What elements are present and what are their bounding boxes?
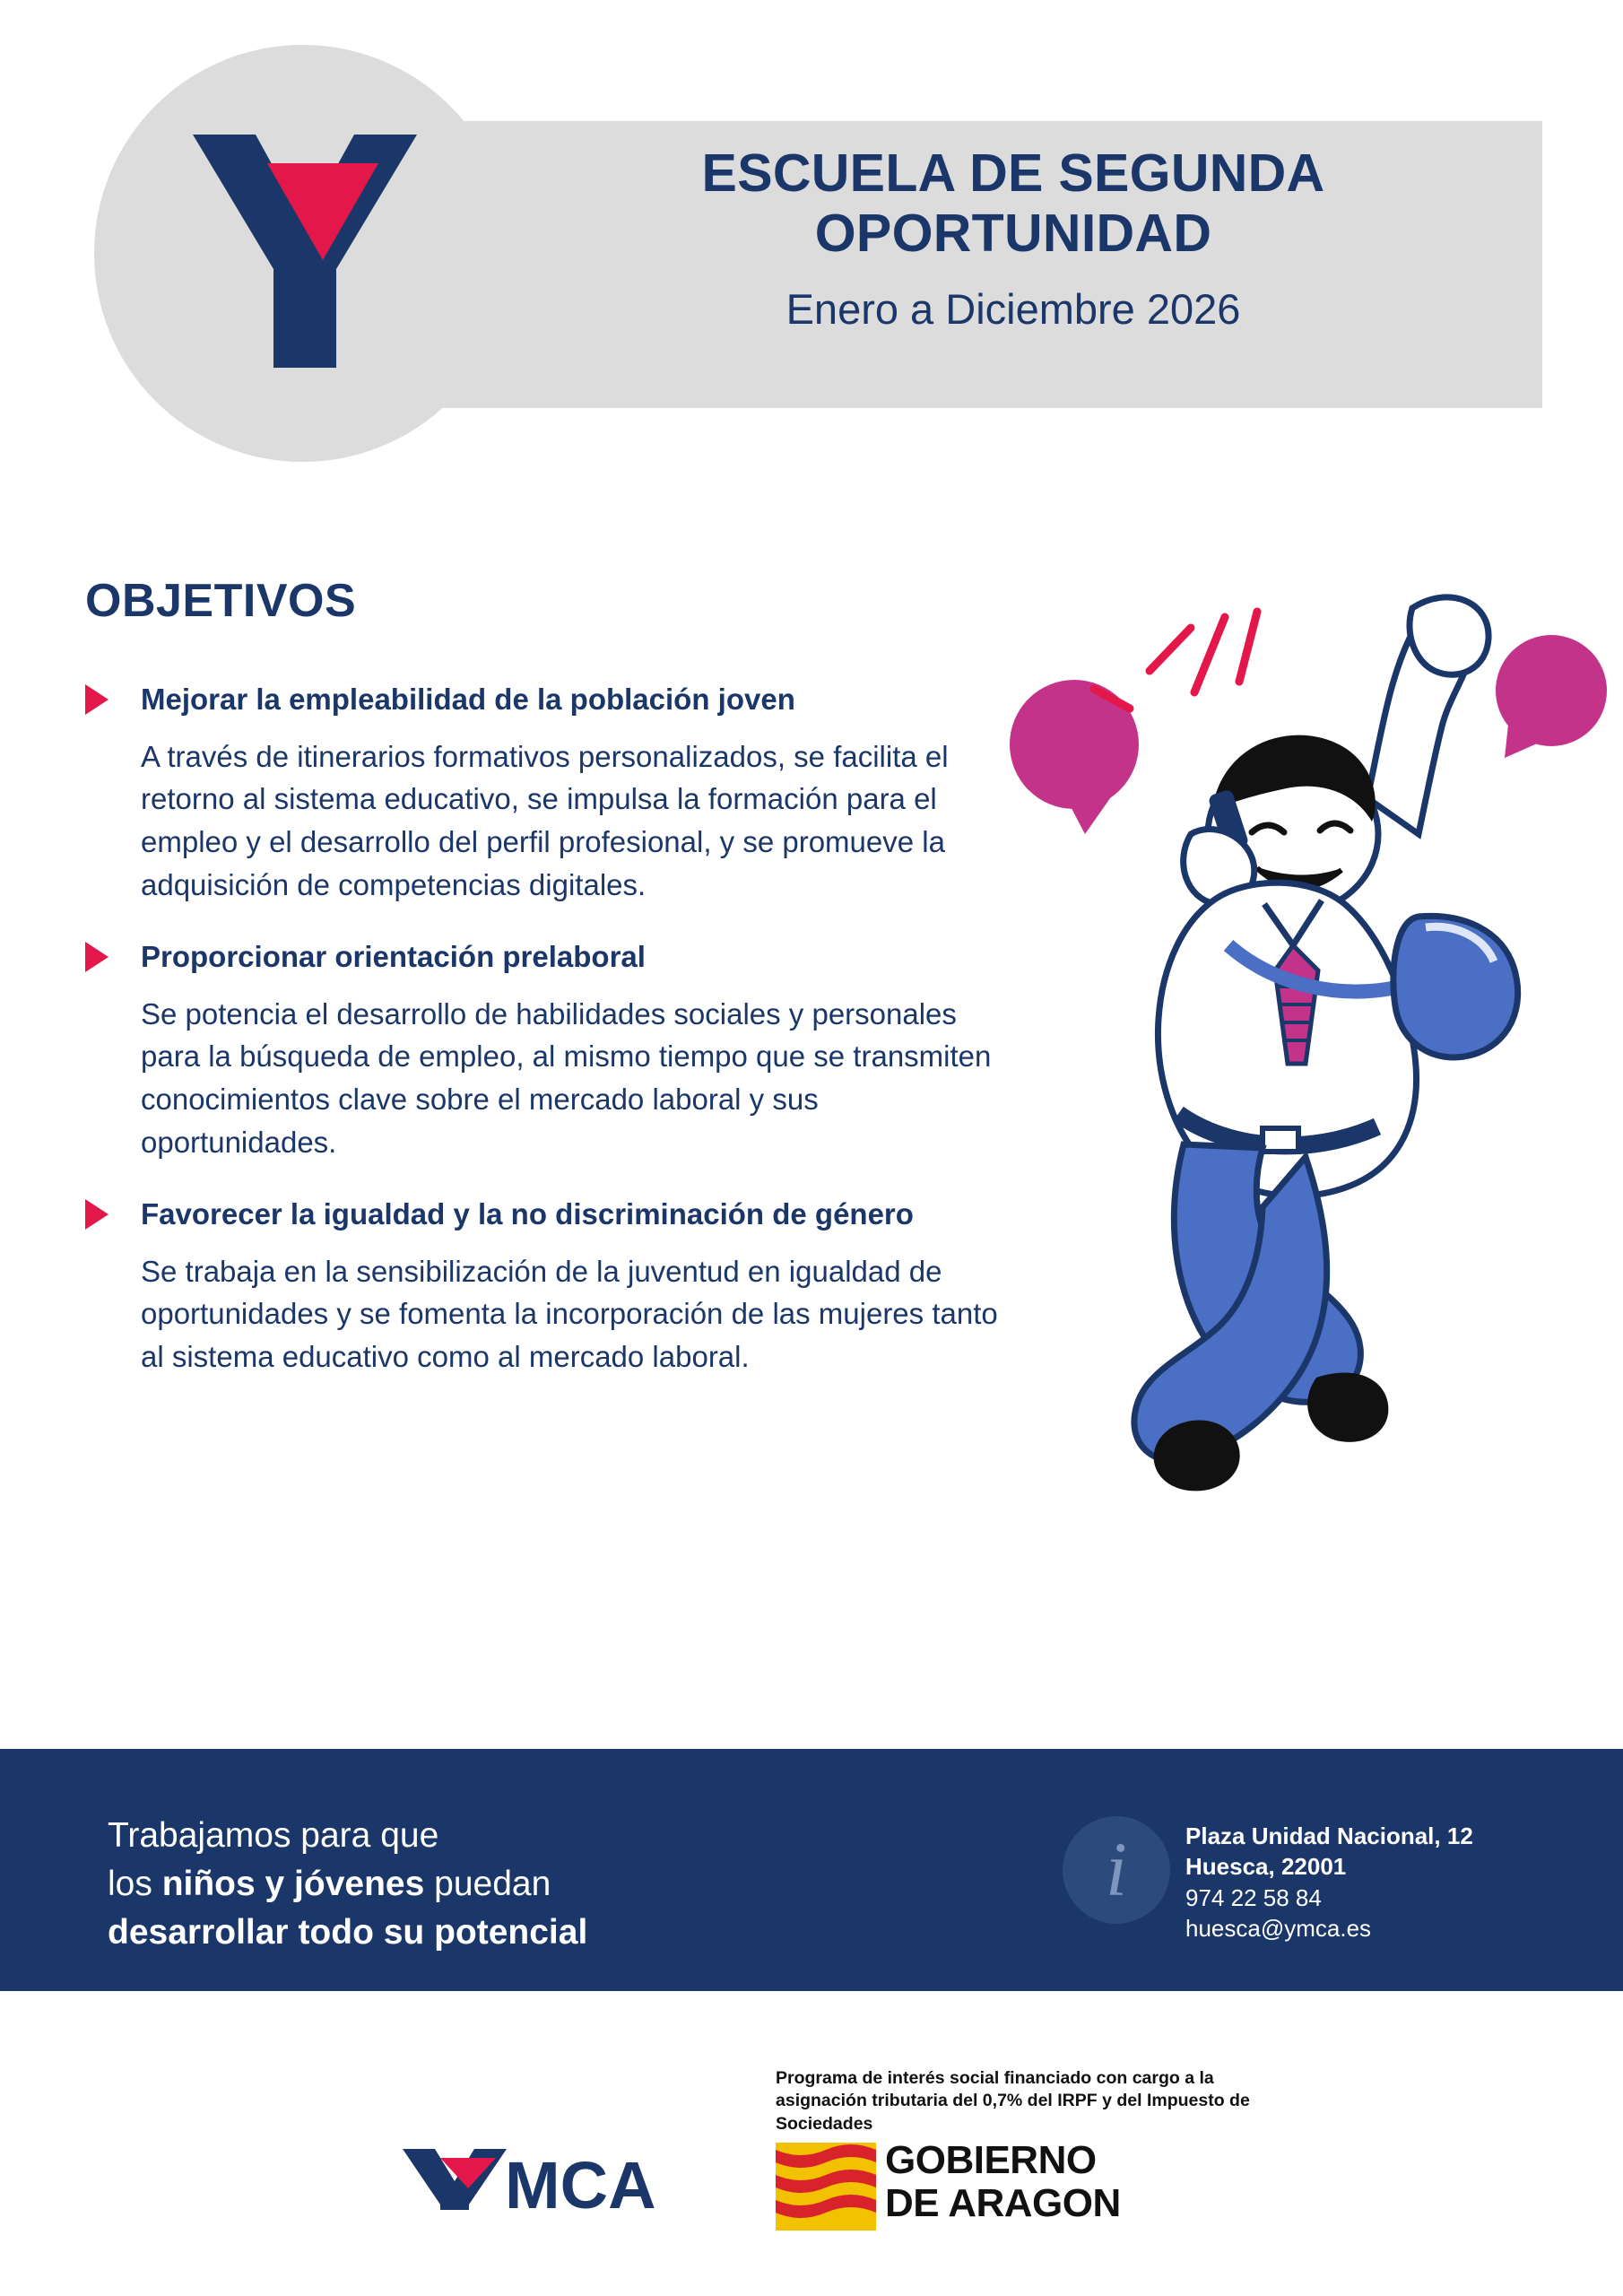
objective-heading: Favorecer la igualdad y la no discriminación de género [141, 1196, 914, 1231]
objective-heading: Mejorar la empleabilidad de la población joven [141, 683, 795, 716]
gobierno-de-aragon-text [885, 2139, 1121, 2224]
slogan-line-1: Trabajamos para que [108, 1816, 439, 1855]
slogan-line-2 [108, 1860, 587, 1909]
svg-text:MCA: MCA [505, 2148, 656, 2215]
header-subtitle: Enero a Diciembre 2026 [785, 284, 1241, 333]
list-item [85, 682, 1054, 907]
list-item [85, 1196, 1054, 1378]
info-icon: i [1063, 1816, 1170, 1924]
jumping-man-illustration [959, 565, 1623, 1605]
gobierno-de-aragon-logo [776, 2139, 1264, 2238]
slogan-line-2-b: puedan [424, 1864, 551, 1903]
contact-block [1185, 1821, 1473, 1944]
objectives-list [85, 682, 1054, 1411]
triangle-bullet-icon [85, 684, 108, 715]
slogan-line-2-bold: niños y jóvenes [161, 1864, 425, 1903]
contact-phone[interactable]: 974 22 58 84 [1185, 1883, 1322, 1911]
header [0, 0, 1623, 448]
ymca-y-icon [170, 117, 439, 386]
page-title: ESCUELA DE SEGUNDA OPORTUNIDAD [701, 144, 1325, 264]
ymca-wordmark-logo [399, 2144, 713, 2215]
slogan-line-2-a: los [108, 1864, 162, 1903]
objective-body: Se trabaja en la sensibilización de la juventud en igualdad de oportunidades y se fomenta la incorporación de las mujeres tanto al sistema educativo como al mercado laboral. [141, 1254, 998, 1374]
gobierno-line-1: GOBIERNO [885, 2138, 1097, 2182]
slogan-line-3: desarrollar todo su potencial [108, 1912, 588, 1952]
contact-email[interactable]: huesca@ymca.es [1185, 1914, 1372, 1942]
objective-body: A través de itinerarios formativos personalizados, se facilita el retorno al sistema educativo, se impulsa la formación para el empleo y el desarrollo del perfil profesional, y se promueve la adquisición de competencias digitales. [141, 739, 949, 902]
objective-heading-row [85, 1196, 1054, 1232]
footer-slogan [108, 1812, 587, 1956]
header-text-block [502, 144, 1524, 334]
objective-body: Se potencia el desarrollo de habilidades sociales y personales para la búsqueda de empleo, al mismo tiempo que se transmiten conocimientos clave sobre el mercado laboral y sus oportunidades. [141, 996, 992, 1160]
objective-heading-row [85, 939, 1054, 975]
objective-heading-row [85, 682, 1054, 718]
triangle-bullet-icon [85, 942, 108, 972]
list-item [85, 939, 1054, 1164]
contact-address-line-2: Huesca, 22001 [1185, 1853, 1347, 1881]
aragon-flag-icon [776, 2143, 876, 2231]
gobierno-line-2: DE ARAGON [885, 2180, 1121, 2225]
section-title-objetivos: OBJETIVOS [85, 575, 357, 627]
triangle-bullet-icon [85, 1199, 108, 1230]
objective-heading: Proporcionar orientación prelaboral [141, 939, 646, 973]
contact-address-line-1: Plaza Unidad Nacional, 12 [1185, 1822, 1473, 1849]
funding-note: Programa de interés social financiado con cargo a la asignación tributaria del 0,7% del IRPF y del Impuesto de Sociedades [776, 2068, 1250, 2134]
